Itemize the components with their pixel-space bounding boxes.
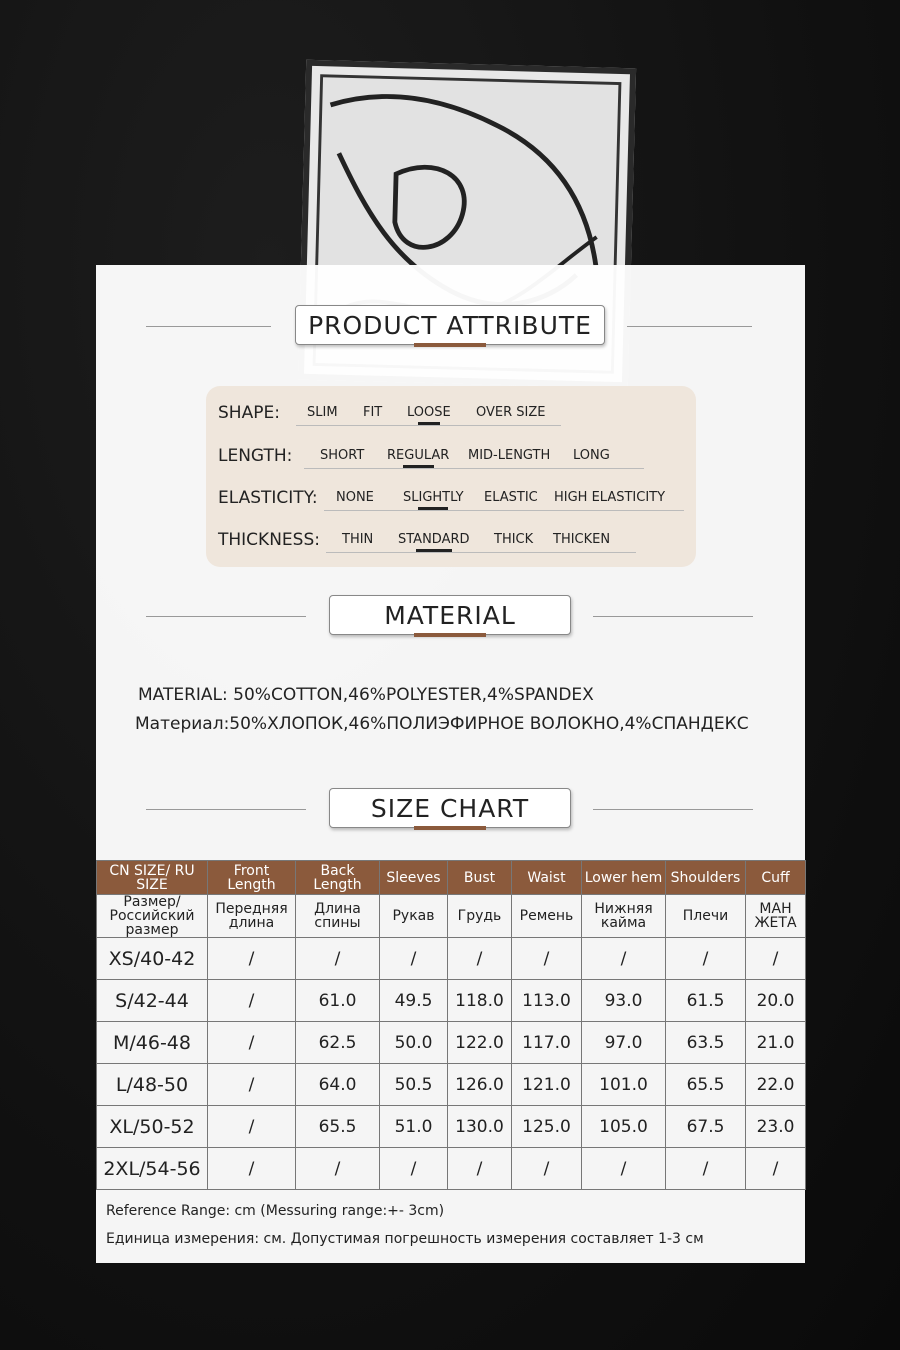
attribute-row-length <box>206 442 696 472</box>
table-row <box>97 980 806 1022</box>
attribute-label: THICKNESS: <box>218 530 320 550</box>
attribute-option: SHORT <box>320 448 365 463</box>
table-cell: / <box>296 938 380 980</box>
attribute-title: PRODUCT ATTRIBUTE <box>308 310 592 340</box>
table-cell: / <box>512 1148 582 1190</box>
table-cell: 61.0 <box>296 980 380 1022</box>
attribute-label: LENGTH: <box>218 446 293 466</box>
table-row <box>97 1064 806 1106</box>
table-row <box>97 1148 806 1190</box>
table-cell: 101.0 <box>582 1064 666 1106</box>
reference-text-en: Reference Range: cm (Messuring range:+- 3cm) <box>106 1203 445 1219</box>
attribute-option: MID-LENGTH <box>468 448 551 463</box>
size-table-body <box>97 938 806 1190</box>
table-cell: 65.5 <box>296 1106 380 1148</box>
attribute-option-selected: STANDARD <box>398 532 470 547</box>
size-label-cell: M/46-48 <box>97 1022 208 1064</box>
table-cell: 50.5 <box>380 1064 448 1106</box>
header-cell-ru: Грудь <box>448 895 512 938</box>
attribute-option: NONE <box>336 490 374 505</box>
divider-left <box>146 326 271 327</box>
table-row <box>97 1022 806 1064</box>
title-underline <box>414 826 486 830</box>
attribute-option: SLIM <box>307 405 338 420</box>
material-text-ru: Материал:50%ХЛОПОК,46%ПОЛИЭФИРНОЕ ВОЛОКНО,4%СПАНДЕКС <box>135 714 749 734</box>
size-title-box <box>329 788 571 828</box>
divider-left <box>146 809 306 810</box>
table-cell: 20.0 <box>746 980 806 1022</box>
attribute-option: THICK <box>494 532 534 547</box>
table-cell: 49.5 <box>380 980 448 1022</box>
table-cell: / <box>512 938 582 980</box>
header-cell: Waist <box>512 861 582 895</box>
table-cell: 118.0 <box>448 980 512 1022</box>
header-cell-ru: Плечи <box>666 895 746 938</box>
table-cell: 51.0 <box>380 1106 448 1148</box>
header-cell-ru: Нижняя кайма <box>582 895 666 938</box>
attribute-row-thickness <box>206 526 696 556</box>
table-cell: 126.0 <box>448 1064 512 1106</box>
table-cell: 122.0 <box>448 1022 512 1064</box>
attribute-title-box <box>295 305 605 345</box>
divider-right <box>627 326 752 327</box>
table-cell: / <box>208 1022 296 1064</box>
table-cell: 64.0 <box>296 1064 380 1106</box>
table-cell: 67.5 <box>666 1106 746 1148</box>
attribute-row-elasticity <box>206 484 696 514</box>
table-cell: / <box>296 1148 380 1190</box>
table-cell: 23.0 <box>746 1106 806 1148</box>
attribute-option: ELASTIC <box>484 490 538 505</box>
header-cell: Shoulders <box>666 861 746 895</box>
size-title: SIZE CHART <box>370 793 530 823</box>
table-cell: 65.5 <box>666 1064 746 1106</box>
size-chart-table <box>96 860 806 1190</box>
table-cell: / <box>582 938 666 980</box>
table-cell: / <box>208 1148 296 1190</box>
table-cell: / <box>208 1064 296 1106</box>
header-cell: Sleeves <box>380 861 448 895</box>
header-cell: Lower hem <box>582 861 666 895</box>
table-cell: 93.0 <box>582 980 666 1022</box>
header-cell: CN SIZE/ RU SIZE <box>97 861 208 895</box>
attribute-option: THICKEN <box>553 532 611 547</box>
divider-right <box>593 809 753 810</box>
table-header-row-ru <box>97 895 806 938</box>
table-cell: 113.0 <box>512 980 582 1022</box>
table-cell: / <box>208 1106 296 1148</box>
size-label-cell: XS/40-42 <box>97 938 208 980</box>
size-label-cell: 2XL/54-56 <box>97 1148 208 1190</box>
attribute-option: LONG <box>573 448 610 463</box>
material-title-box <box>329 595 571 635</box>
attribute-option-selected: REGULAR <box>387 448 450 463</box>
table-cell: / <box>582 1148 666 1190</box>
table-row <box>97 1106 806 1148</box>
table-cell: 121.0 <box>512 1064 582 1106</box>
table-cell: / <box>380 938 448 980</box>
table-cell: 130.0 <box>448 1106 512 1148</box>
table-cell: / <box>380 1148 448 1190</box>
table-cell: 50.0 <box>380 1022 448 1064</box>
size-label-cell: S/42-44 <box>97 980 208 1022</box>
table-cell: / <box>746 938 806 980</box>
reference-text-ru: Единица измерения: см. Допустимая погрешность измерения составляет 1-3 см <box>106 1231 704 1247</box>
header-cell-ru: МАН ЖЕТА <box>746 895 806 938</box>
attribute-row-shape <box>206 399 696 429</box>
table-cell: 97.0 <box>582 1022 666 1064</box>
size-label-cell: L/48-50 <box>97 1064 208 1106</box>
table-cell: / <box>666 1148 746 1190</box>
material-title: MATERIAL <box>384 600 516 630</box>
header-cell: Cuff <box>746 861 806 895</box>
table-cell: 117.0 <box>512 1022 582 1064</box>
header-cell: Bust <box>448 861 512 895</box>
size-section-header <box>96 788 805 832</box>
title-underline <box>414 633 486 637</box>
attribute-option: HIGH ELASTICITY <box>554 490 666 505</box>
header-cell: Back Length <box>296 861 380 895</box>
attribute-rule <box>296 425 561 426</box>
table-cell: / <box>208 938 296 980</box>
material-text-en: MATERIAL: 50%COTTON,46%POLYESTER,4%SPANDEX <box>138 685 594 705</box>
table-cell: 125.0 <box>512 1106 582 1148</box>
table-cell: / <box>448 938 512 980</box>
table-cell: / <box>666 938 746 980</box>
header-cell-ru: Размер/ Российский размер <box>97 895 208 938</box>
attribute-option: OVER SIZE <box>476 405 546 420</box>
header-cell-ru: Рукав <box>380 895 448 938</box>
table-cell: / <box>448 1148 512 1190</box>
header-cell: Front Length <box>208 861 296 895</box>
title-underline <box>414 343 486 347</box>
attribute-option: THIN <box>342 532 374 547</box>
attribute-label: ELASTICITY: <box>218 488 318 508</box>
table-cell: 105.0 <box>582 1106 666 1148</box>
product-info-card <box>96 265 805 1263</box>
attribute-rule <box>324 510 684 511</box>
attribute-panel <box>206 386 696 567</box>
table-cell: 62.5 <box>296 1022 380 1064</box>
header-cell-ru: Передняя длина <box>208 895 296 938</box>
attribute-option-selected: LOOSE <box>407 405 451 420</box>
header-cell-ru: Длина спины <box>296 895 380 938</box>
attribute-option-selected: SLIGHTLY <box>403 490 464 505</box>
attribute-label: SHAPE: <box>218 403 280 423</box>
divider-right <box>593 616 753 617</box>
table-cell: 22.0 <box>746 1064 806 1106</box>
table-cell: 63.5 <box>666 1022 746 1064</box>
attribute-option: FIT <box>363 405 383 420</box>
table-cell: 21.0 <box>746 1022 806 1064</box>
table-cell: 61.5 <box>666 980 746 1022</box>
attribute-section-header <box>96 305 805 349</box>
table-row <box>97 938 806 980</box>
header-cell-ru: Ремень <box>512 895 582 938</box>
divider-left <box>146 616 306 617</box>
attribute-rule <box>304 468 644 469</box>
table-cell: / <box>208 980 296 1022</box>
size-label-cell: XL/50-52 <box>97 1106 208 1148</box>
table-header-row-en <box>97 861 806 895</box>
attribute-rule <box>326 552 636 553</box>
material-section-header <box>96 595 805 639</box>
table-cell: / <box>746 1148 806 1190</box>
